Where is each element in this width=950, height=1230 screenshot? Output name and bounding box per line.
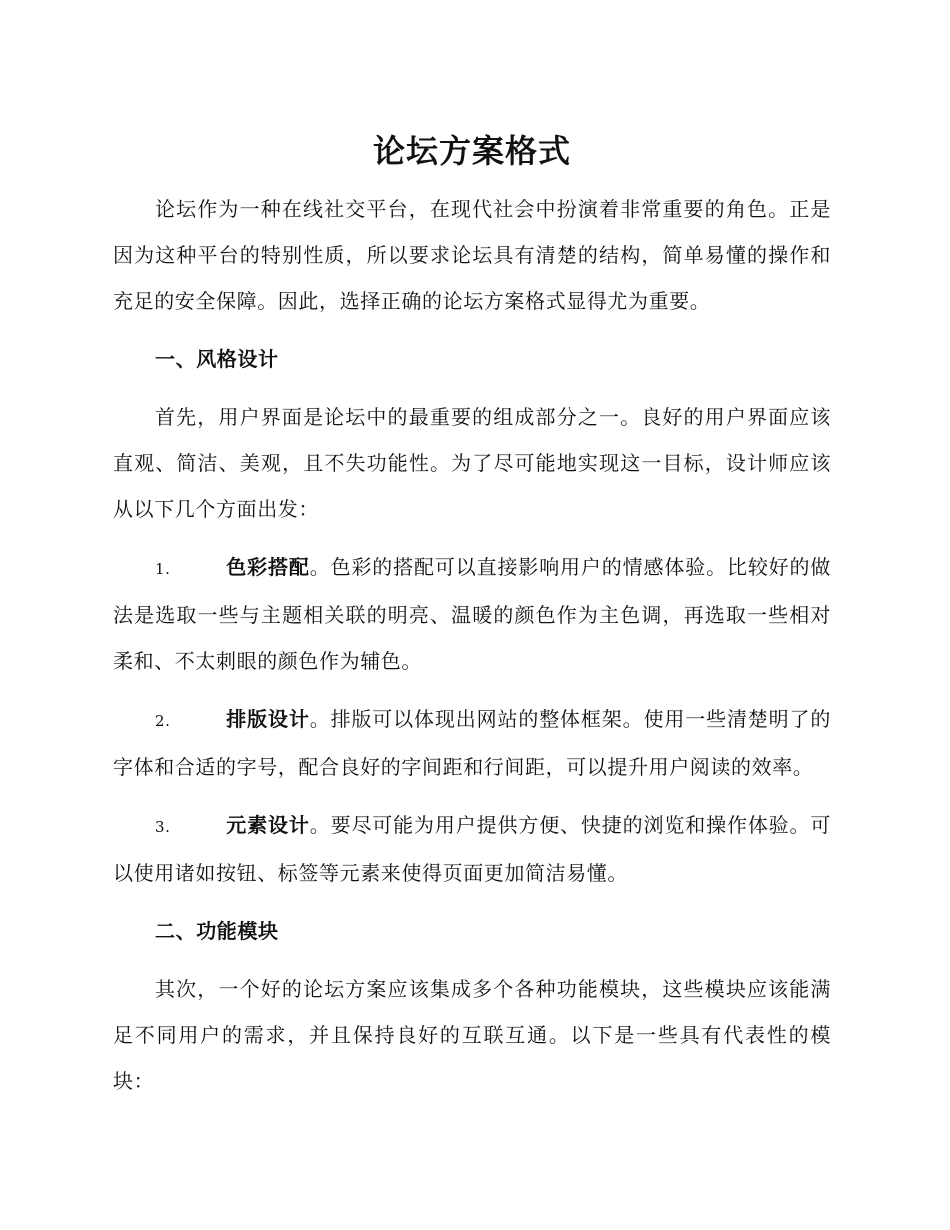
- list-number: 1.: [155, 560, 171, 578]
- list-item-lead: 元素设计: [226, 813, 310, 837]
- section1-paragraph: 首先，用户界面是论坛中的最重要的组成部分之一。良好的用户界面应该直观、简洁、美观，且不失功能性。为了尽可能地实现这一目标，设计师应该从以下几个方面出发：: [113, 405, 831, 521]
- document-title: 论坛方案格式: [372, 132, 571, 170]
- section-heading-style-design: 一、风格设计: [155, 347, 279, 371]
- list-item-text: 。色彩的搭配可以直接影响用户的情感体验。比较好的做法是选取一些与主题相关联的明亮、温暖的颜色作为主色调，再选取一些相对柔和、不太刺眼的颜色作为辅色。: [113, 555, 832, 673]
- list-item-lead: 色彩搭配: [226, 555, 310, 579]
- list-number: 3.: [155, 818, 171, 836]
- list-item: [113, 544, 831, 684]
- section-heading-function-modules: 二、功能模块: [155, 919, 279, 943]
- list-item-text: 。要尽可能为用户提供方便、快捷的浏览和操作体验。可以使用诸如按钮、标签等元素来使得页面更加简洁易懂。: [113, 813, 832, 885]
- section2-paragraph: 其次，一个好的论坛方案应该集成多个各种功能模块，这些模块应该能满足不同用户的需求，并且保持良好的互联互通。以下是一些具有代表性的模块：: [113, 977, 831, 1093]
- document-page: [113, 124, 831, 1104]
- intro-paragraph: 论坛作为一种在线社交平台，在现代社会中扮演着非常重要的角色。正是因为这种平台的特别性质，所以要求论坛具有清楚的结构，简单易懂的操作和充足的安全保障。因此，选择正确的论坛方案格式显得尤为重要。: [113, 197, 831, 313]
- list-item-text: 。排版可以体现出网站的整体框架。使用一些清楚明了的字体和合适的字号，配合良好的字间距和行间距，可以提升用户阅读的效率。: [113, 707, 832, 779]
- list-item: [113, 802, 831, 896]
- list-item-lead: 排版设计: [226, 707, 310, 731]
- list-item: [113, 696, 831, 790]
- list-number: 2.: [155, 712, 171, 730]
